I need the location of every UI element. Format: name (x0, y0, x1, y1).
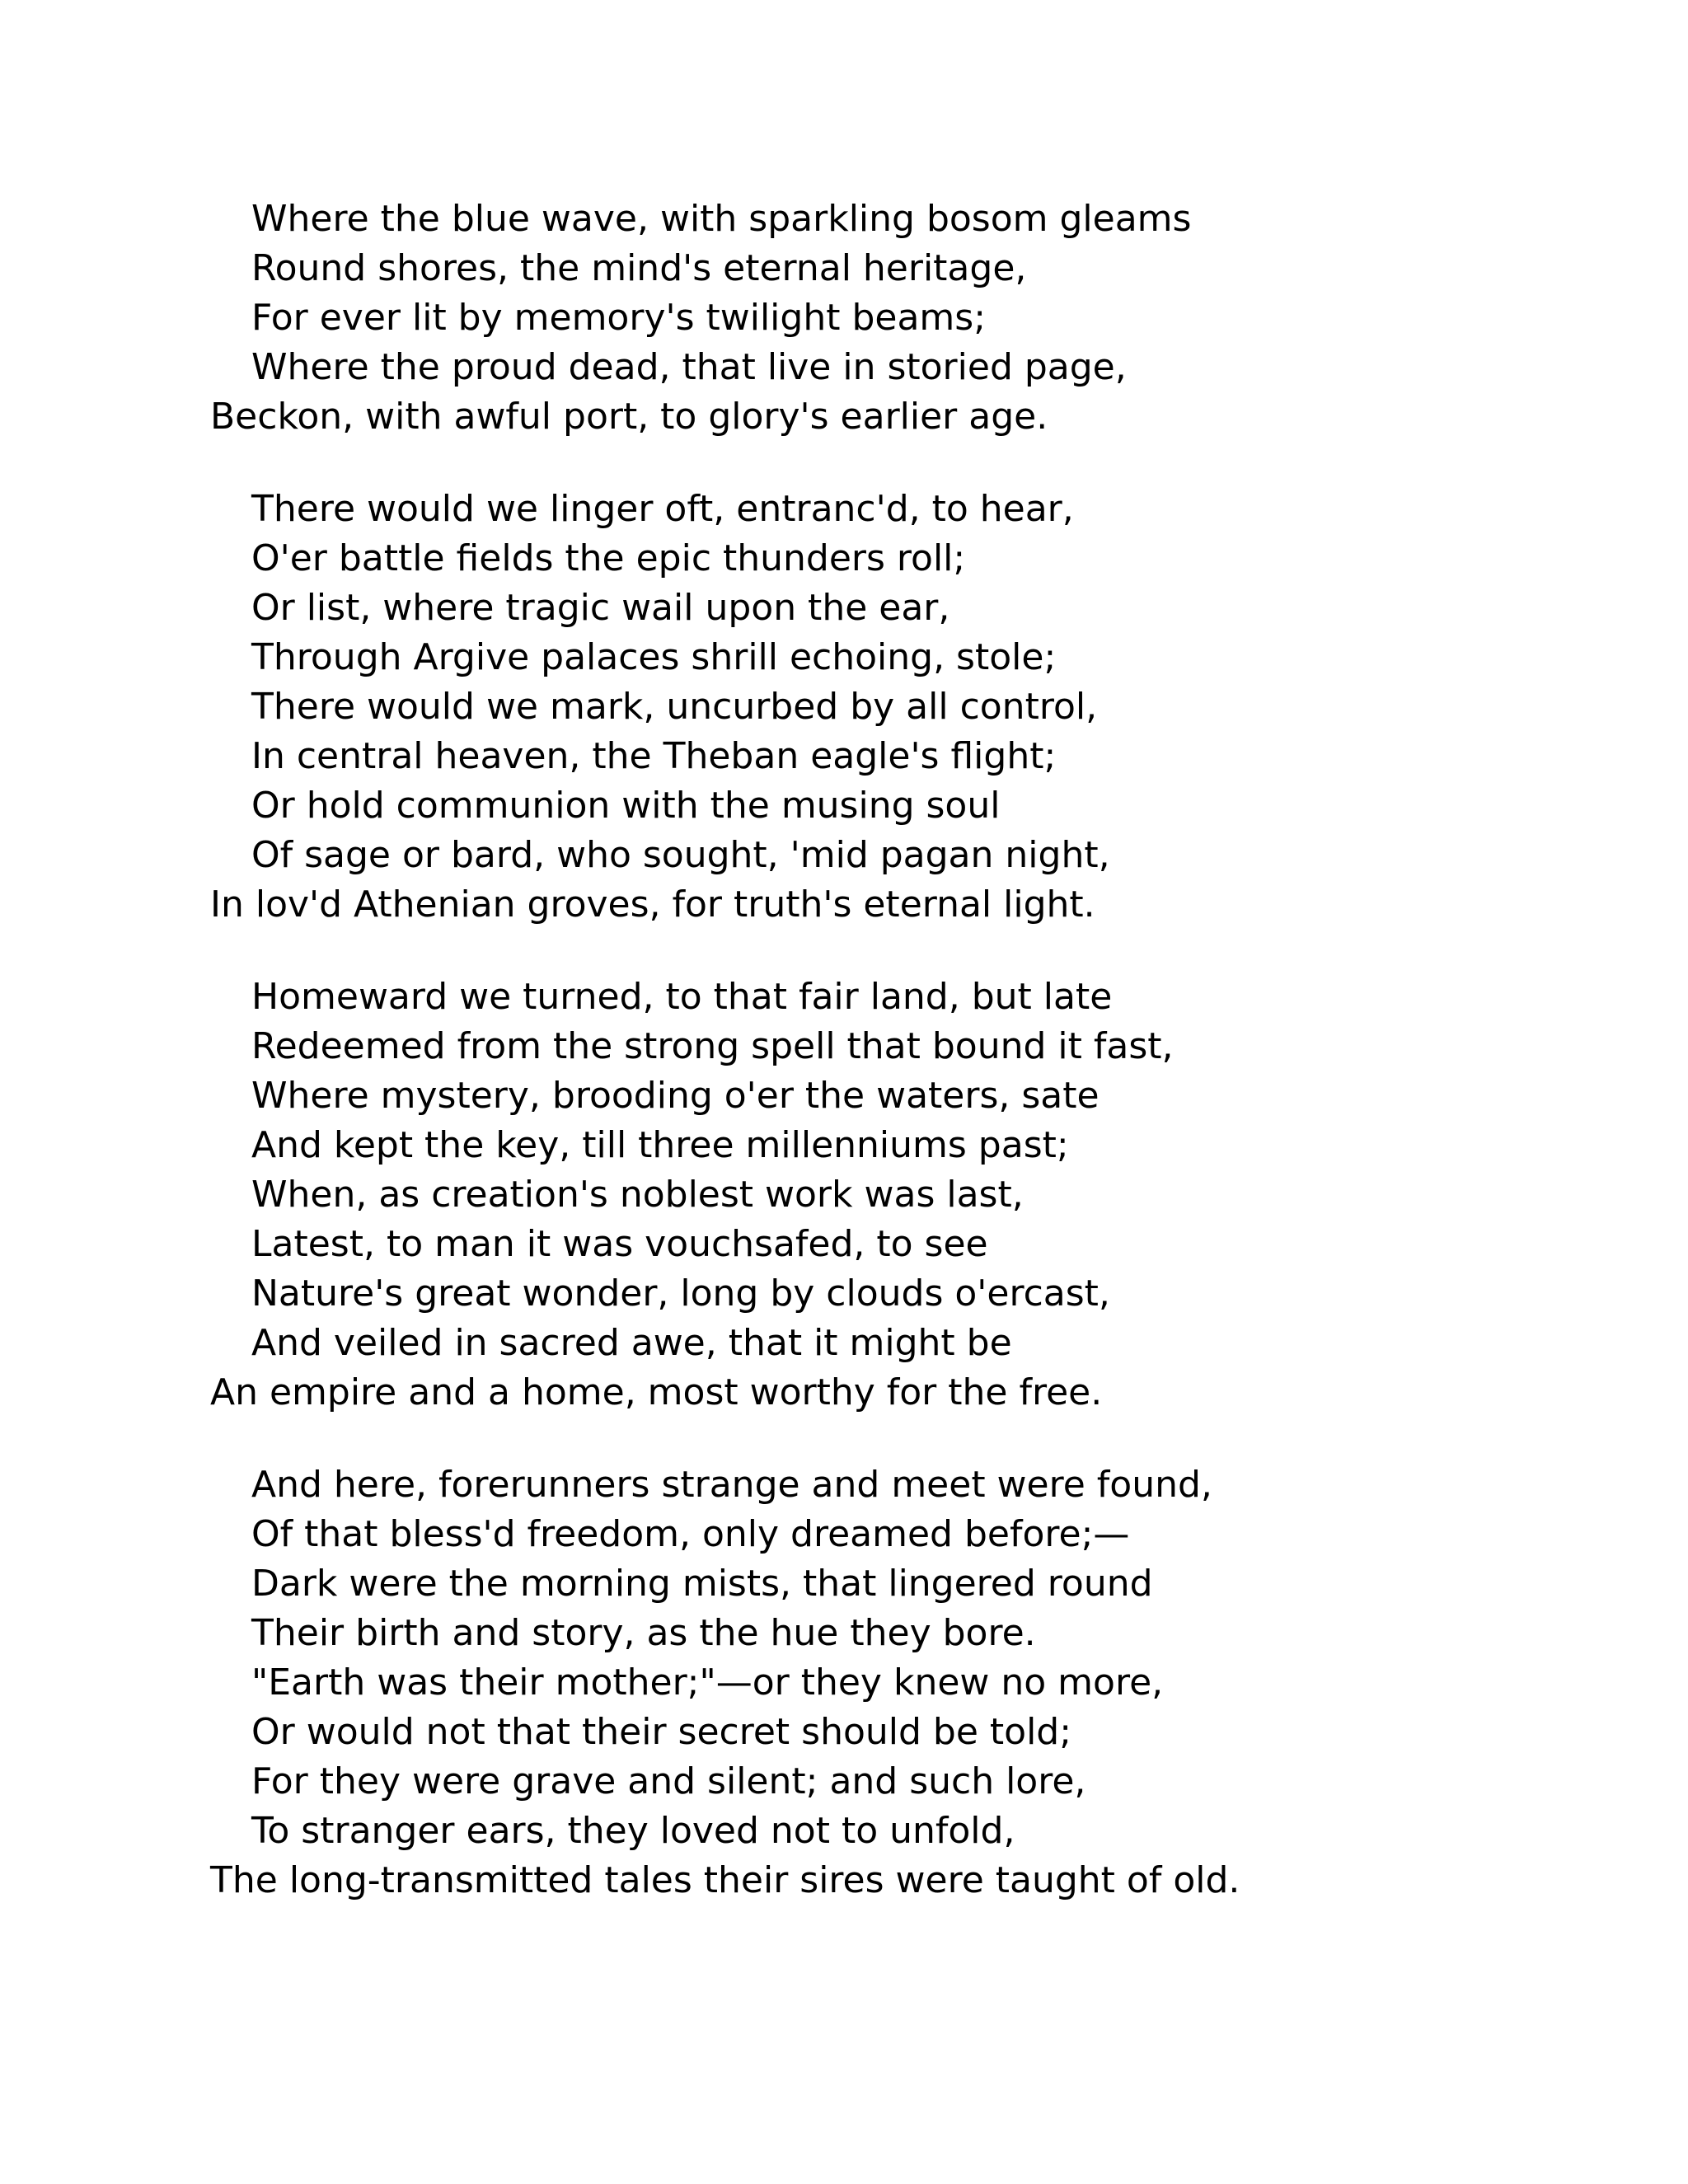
poem-line: Their birth and story, as the hue they bore. (251, 1612, 1036, 1654)
stanza-1 (210, 194, 1611, 442)
poem-line-alexandrine: Beckon, with awful port, to glory's earlier age. (210, 396, 1048, 438)
stanza-4 (210, 1460, 1611, 1905)
poem-line: To stranger ears, they loved not to unfold, (251, 1810, 1015, 1852)
poem-line: Homeward we turned, to that fair land, but late (251, 976, 1113, 1018)
poem-line: Where the proud dead, that live in storied page, (251, 346, 1127, 388)
poem-line: Where mystery, brooding o'er the waters, sate (251, 1075, 1100, 1117)
poem-line: Of sage or bard, who sought, 'mid pagan night, (251, 834, 1110, 876)
poem-line: Or hold communion with the musing soul (251, 785, 1001, 827)
poem-line: Round shores, the mind's eternal heritage, (251, 247, 1027, 289)
poem-body (210, 194, 1611, 1905)
poem-line: Through Argive palaces shrill echoing, stole; (251, 636, 1057, 678)
poem-line: Redeemed from the strong spell that bound it fast, (251, 1025, 1174, 1067)
poem-line: "Earth was their mother;"—or they knew no more, (251, 1661, 1164, 1704)
poem-line-alexandrine: In lov'd Athenian groves, for truth's eternal light. (210, 883, 1095, 926)
poem-line: Or would not that their secret should be told; (251, 1711, 1072, 1753)
poem-line: When, as creation's noblest work was last, (251, 1174, 1024, 1216)
poem-line: Latest, to man it was vouchsafed, to see (251, 1223, 988, 1265)
poem-line: And kept the key, till three millenniums past; (251, 1124, 1069, 1166)
poem-line: There would we mark, uncurbed by all control, (251, 686, 1098, 728)
poem-line: There would we linger oft, entranc'd, to hear, (251, 488, 1074, 530)
poem-line: Dark were the morning mists, that lingered round (251, 1563, 1153, 1605)
stanza-3 (210, 972, 1611, 1418)
poem-line: For ever lit by memory's twilight beams; (251, 297, 987, 339)
poem-line: Nature's great wonder, long by clouds o'ercast, (251, 1272, 1110, 1315)
stanza-2 (210, 485, 1611, 930)
poem-line: Or list, where tragic wail upon the ear, (251, 587, 950, 629)
poem-line: In central heaven, the Theban eagle's flight; (251, 735, 1057, 777)
poem-line-alexandrine: An empire and a home, most worthy for the free. (210, 1371, 1103, 1413)
poem-line: And here, forerunners strange and meet were found, (251, 1464, 1212, 1506)
poem-line: For they were grave and silent; and such lore, (251, 1760, 1086, 1802)
poem-line-alexandrine: The long-transmitted tales their sires were taught of old. (210, 1859, 1240, 1901)
poem-line: Where the blue wave, with sparkling bosom gleams (251, 198, 1192, 240)
poem-line: O'er battle fields the epic thunders roll; (251, 537, 966, 579)
poem-line: And veiled in sacred awe, that it might be (251, 1322, 1012, 1364)
poem-line: Of that bless'd freedom, only dreamed before;— (251, 1513, 1130, 1555)
